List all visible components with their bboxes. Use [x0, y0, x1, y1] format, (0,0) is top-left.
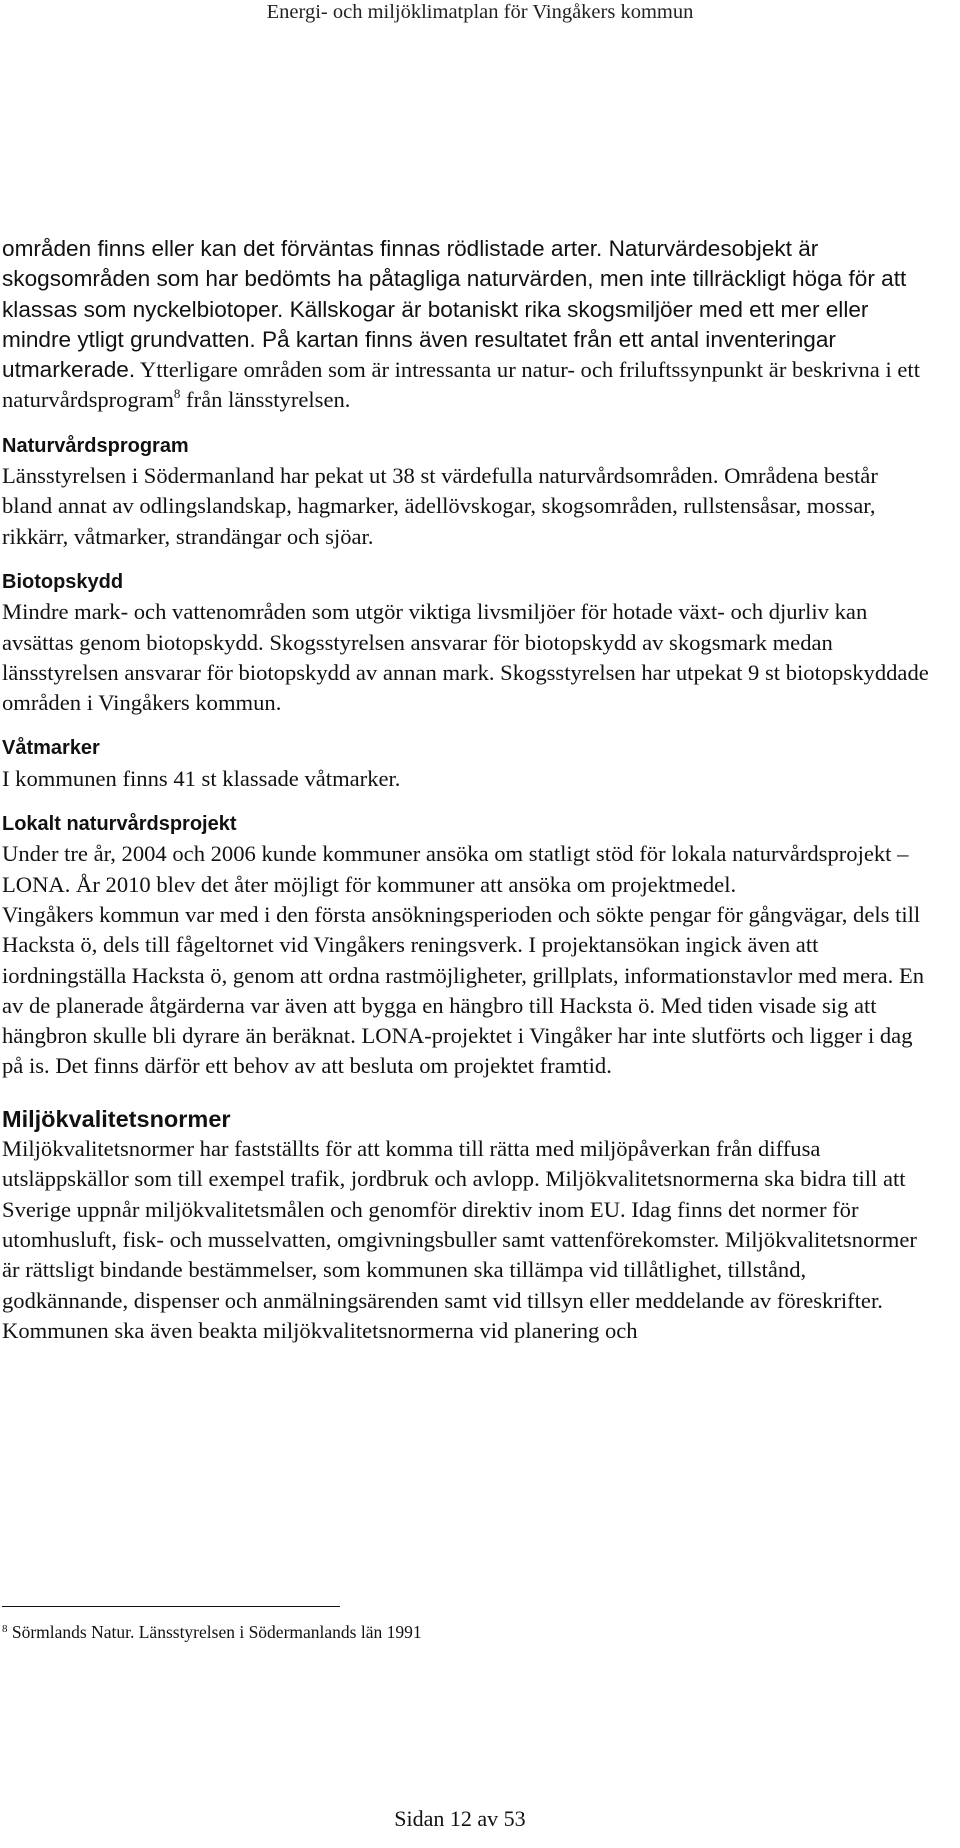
footnote [2, 1622, 422, 1643]
intro-text-end: från länsstyrelsen. [180, 387, 351, 413]
main-content [2, 234, 932, 1346]
heading-lokalt-naturvardsprojekt: Lokalt naturvårdsprojekt [2, 813, 237, 836]
heading-naturvardsprogram: Naturvårdsprogram [2, 434, 189, 457]
footnote-divider [2, 1606, 340, 1607]
paragraph-vatmarker: I kommunen finns 41 st klassade våtmarker. [2, 765, 401, 791]
heading-biotopskydd: Biotopskydd [2, 570, 124, 593]
intro-text-serif: Ytterligare områden som är intressanta ur natur- och friluftssynpunkt är beskrivna i ett naturvårdsprogram [2, 357, 920, 413]
paragraph-naturvardsprogram: Länsstyrelsen i Södermanland har pekat ut 38 st värdefulla naturvårdsområden. Områdena består bland annat av odlingslandskap, hagmarker, ädellövskogar, skogsområden, rullstensåsar, mossar, rikkärr, våtmarker, strandängar och sjöar. [2, 463, 878, 549]
footnote-number: 8 [2, 1623, 8, 1635]
footnote-text: Sörmlands Natur. Länsstyrelsen i Södermanlands län 1991 [7, 1622, 422, 1642]
intro-paragraph [2, 234, 932, 416]
paragraph-lona-1: Under tre år, 2004 och 2006 kunde kommuner ansöka om statligt stöd för lokala naturvårdsprojekt – LONA. År 2010 blev det åter möjligt för kommuner att ansöka om projektmedel. [2, 841, 909, 897]
heading-vatmarker: Våtmarker [2, 737, 100, 760]
paragraph-biotopskydd: Mindre mark- och vattenområden som utgör viktiga livsmiljöer för hotade växt- och djurliv kan avsättas genom biotopskydd. Skogsstyrelsen ansvarar för biotopskydd av skogsmark medan länsstyrelsen ansvarar för biotopskydd av annan mark. Skogsstyrelsen har utpekat 9 st biotopskyddade områden i Vingåkers kommun. [2, 599, 929, 716]
intro-text-sans: områden finns eller kan det förväntas finnas rödlistade arter. Naturvärdesobjekt är skogsområden som har bedömts ha påtagliga naturvärden, men inte tillräckligt höga för att klassas som nyckelbiotoper. Källskogar är botaniskt rika skogsmiljöer med ett mer eller mindre ytligt grundvatten. På kartan finns även resultatet från ett antal inventeringar utmarkerade. [2, 236, 907, 383]
paragraph-miljokvalitetsnormer: Miljökvalitetsnormer har fastställts för att komma till rätta med miljöpåverkan från diffusa utsläppskällor som till exempel trafik, jordbruk och avlopp. Miljökvalitetsnormerna ska bidra till att Sverige uppnår miljökvalitetsmålen och genomför direktiv inom EU. Idag finns det normer för utomhusluft, fisk- och musselvatten, omgivningsbuller samt vattenförekomster. Miljökvalitetsnormer är rättsligt bindande bestämmelser, som kommunen ska tillämpa vid tillåtlighet, tillstånd, godkännande, dispenser och anmälningsärenden samt vid tillsyn eller meddelande av föreskrifter. Kommunen ska även beakta miljökvalitetsnormerna vid planering och [2, 1136, 917, 1343]
paragraph-lona-2: Vingåkers kommun var med i den första ansökningsperioden och sökte pengar för gångvägar, dels till Hacksta ö, dels till fågeltornet vid Vingåkers reningsverk. I projektansökan ingick även att iordningställa Hacksta ö, genom att ordna rastmöjligheter, grillplats, informationstavlor med mera. En av de planerade åtgärderna var även att bygga en hängbro till Hacksta ö. Med tiden visade sig att hängbron skulle bli dyrare än beräknat. LONA-projektet i Vingåker har inte slutförts och ligger i dag på is. Det finns därför ett behov av att besluta om projektet framtid. [2, 901, 925, 1079]
heading-miljokvalitetsnormer: Miljökvalitetsnormer [2, 1105, 231, 1132]
page-header: Energi- och miljöklimatplan för Vingåkers kommun [266, 1, 694, 23]
page-footer: Sidan 12 av 53 [394, 1806, 526, 1831]
footnote-reference[interactable]: 8 [173, 386, 181, 402]
